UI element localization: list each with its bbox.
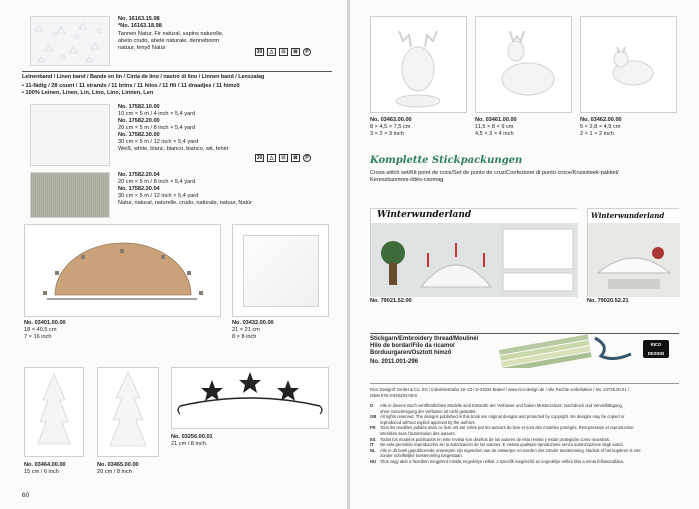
tree-large-number: No. 03465.00.00 [97, 462, 139, 468]
kit-desc-2: Keresztszemes-öltés-csomag [370, 177, 444, 183]
pack-2-number: No. 79020.52.21 [587, 298, 629, 304]
pack-1-number: No. 79021.52.00 [370, 298, 412, 304]
wash-30-icon: 30 [256, 49, 263, 55]
natural-linen-line: No. 17582.20.04 [118, 172, 160, 178]
small-deer-number: No. 03462.00.00 [580, 117, 622, 123]
star-hanger-box [171, 367, 329, 429]
white-linen-line: 30 cm × 5 m / 12 inch × 5,4 yard [118, 139, 199, 145]
no-bleach-icon: △ [267, 48, 276, 56]
care-symbols-linen [255, 154, 311, 162]
lying-deer-size-inch: 4,5 × 3 × 4 inch [475, 131, 514, 137]
tree-small-box [24, 367, 84, 457]
page-number: 60 [22, 492, 30, 499]
plate-size-inch: 8 × 8 inch [232, 334, 257, 340]
care-symbols-top [255, 48, 311, 56]
mdf-arch-box [24, 224, 221, 317]
deer-head-size-inch: 3 × 2 × 3 inch [370, 131, 404, 137]
natural-linen-line: 30 cm × 5 m / 12 inch × 5,4 yard [118, 193, 199, 199]
tree-large-size: 20 cm / 8 inch [97, 469, 132, 475]
legal-line [370, 459, 640, 465]
legal-text: Alle in diesem Buch veröffentlichten Modelle sind Entwürfe der Verfasser und haben Musterschutz. Nachdruck und Vervielfältigung, [380, 403, 623, 408]
natural-linen-line: Natur, natural, naturelle, crudo, naturale, natuur, Natúr [118, 200, 253, 206]
no-dry-icon: ⊠ [291, 154, 300, 162]
embroidery-line-2: Hilo de bordar/Filo da ricamo/ [370, 343, 455, 349]
white-linen-line: No. 17582.10.00 [118, 104, 160, 110]
hanger-number: No. 03256.00.01 [171, 434, 213, 440]
language-code: FR [370, 425, 376, 431]
legal-text: Tilos vagy akár a füzetben megjelent minták engedélye nélkül. A szerzők kiegészítő az engedélye nélkül tilos a minta felhasználása. [380, 458, 625, 464]
tree-small-size: 15 cm / 6 inch [24, 469, 59, 475]
legal-text: All rights reserved. The designs published in this book are original designs and protected by copyright. No designs may be copied or [380, 414, 625, 420]
white-linen-swatch [30, 104, 110, 166]
arch-size-cm: 18 × 40,5 cm [24, 327, 57, 333]
natural-linen-swatch [30, 172, 110, 218]
mdf-arch-image [25, 225, 220, 316]
imprint [370, 387, 629, 398]
small-deer-size-cm: 5 × 2,8 × 4,9 cm [580, 124, 621, 130]
tannen-swatch [30, 16, 110, 66]
lying-deer-box [475, 16, 572, 113]
pack-2-image [588, 223, 680, 297]
white-linen-line: 10 cm × 5 m / 4 inch × 5,4 yard [118, 111, 196, 117]
language-code: NL [370, 447, 376, 453]
star-hanger-image [172, 368, 328, 428]
kit-pack-2 [587, 208, 679, 296]
tannen-number-2: *No. 16163.18.98 [118, 23, 162, 29]
no-bleach-icon: △ [267, 154, 276, 162]
divider [22, 71, 332, 72]
feature-count: • 11-fädig / 28 count / 11 strands / 11 brins / 11 hilos / 11 fili / 11 draadjes / 11 himző [22, 83, 240, 89]
tumble-dry-icon: ⊡ [279, 154, 288, 162]
kit-title: Komplette Stickpackungen [370, 155, 523, 166]
legal-text: zonder schriftelijke toestemming toegestaan. [380, 453, 463, 459]
pack-2-title: Winterwunderland [591, 211, 665, 220]
snowflake-pattern-icon [31, 17, 109, 65]
legal-text: interdites sans l'autorisation des auteurs. [380, 430, 456, 436]
legal-notices [370, 403, 640, 465]
natural-linen-line: 20 cm × 5 m / 8 inch × 5,4 yard [118, 179, 196, 185]
lying-deer-size-cm: 11,5 × 8 × 9 cm [475, 124, 514, 130]
small-deer-size-inch: 2 × 1 × 2 inch [580, 131, 614, 137]
dry-clean-icon: P [303, 48, 311, 56]
white-linen-line: Weiß, white, blanc, blanco, bianco, wit, fehér [118, 146, 229, 152]
natural-linen-line: No. 17582.30.04 [118, 186, 160, 192]
dry-clean-icon: P [303, 154, 311, 162]
legal-text: Ne esta permitido reproducirlos sin la autorización de los autores. E vietata qualsiasi riproduzione senza autorizzazione degli autori. [380, 442, 624, 448]
arch-size-inch: 7 × 16 inch [24, 334, 52, 340]
legal-text: Alle in dit boek gepubliceerde ontwerpen zijn eigendom van de ontwerper en worden niet zonder toestemming. Nadruk of het kopiëren is niet [380, 447, 641, 453]
white-linen-line: No. 17582.30.00 [118, 132, 160, 138]
language-code: HU [370, 458, 377, 464]
embroidery-number: No. 2011.001-296 [370, 359, 419, 365]
plate-number: No. 03432.00.00 [232, 320, 274, 326]
tannen-desc-1: Tannen Natur, Fir natural, sapins naturelle, [118, 31, 224, 37]
right-page [350, 0, 699, 509]
feature-material: • 100% Leinen, Linen, Lin, Lino, Lino, Linnen, Len [22, 90, 154, 96]
small-deer-box [580, 16, 677, 113]
legal-text: Todos los modelos publicados en este revista son diseños de los autores de esta revista y están protegidos como muestras. [380, 436, 610, 442]
small-deer-image [581, 17, 676, 112]
square-plate-box [232, 224, 329, 317]
tree-large-image [98, 368, 158, 456]
rico-logo: RICO DESIGN [643, 340, 669, 358]
lying-deer-number: No. 03461.00.00 [475, 117, 517, 123]
tannen-desc-2: abeto crudo, abete naturale, denneboom [118, 38, 220, 44]
plate-size-cm: 21 × 21 cm [232, 327, 260, 333]
left-page [0, 0, 347, 509]
pack-1-image [371, 223, 578, 297]
embroidery-line-1: Stickgarn/Embroidery thread/Mouliné/ [370, 336, 479, 342]
tannen-desc-3: natuur, fenyő Natúr [118, 45, 166, 51]
square-plate-image [243, 235, 319, 307]
kit-pack-1 [370, 208, 577, 296]
deer-head-image [371, 17, 466, 112]
arch-number: No. 03401.00.00 [24, 320, 66, 326]
legal-text: ohne Genehmigung der Verfasser ist nicht gestattet. [380, 408, 477, 414]
lying-deer-image [476, 17, 571, 112]
tannen-number-1: No. 16163.15.98 [118, 16, 160, 22]
pack-1-title: Winterwunderland [377, 210, 472, 220]
imprint-line-2: ISBN 978-3-940284-08-9 [370, 392, 417, 398]
legal-text: Tous les modèles publiés dans ce livre ont été créés par les auteurs du livre et sont des modèles protégés. Reimpression et reproduction [380, 425, 634, 431]
legal-text: reproduced without explicit approval by the authors. [380, 419, 476, 425]
deer-head-size-cm: 8 × 4,5 × 7,5 cm [370, 124, 411, 130]
wash-30-icon: 30 [256, 155, 263, 161]
deer-head-box [370, 16, 467, 113]
no-dry-icon: ⊠ [291, 48, 300, 56]
tumble-dry-icon: ⊡ [279, 48, 288, 56]
tree-small-number: No. 03464.00.00 [24, 462, 66, 468]
embroidery-line-3: Borduurgaren/Osztott hímző [370, 350, 452, 356]
language-code: ES [370, 436, 376, 442]
feature-list [22, 83, 240, 97]
white-linen-line: No. 17582.20.00 [118, 118, 160, 124]
deer-head-number: No. 03463.00.00 [370, 117, 412, 123]
imprint-line-1: Rico Design® GmbH & Co. KG / Industriestraße 19–23 / D-33034 Brakel / www.rico-design.de / Alle Rechte vorbehalten / No. 23726.00.01 / [370, 387, 629, 392]
language-code: GB [370, 414, 377, 420]
leinenband-header: Leinenband / Linen band / Bande en lin / Cinta de lino / nastro di lino / Linnen band / Lenszalag [22, 74, 265, 80]
white-linen-line: 20 cm × 5 m / 8 inch × 5,4 yard [118, 125, 196, 131]
tree-large-box [97, 367, 159, 457]
divider-imprint [370, 383, 679, 384]
hanger-size: 21 cm / 8 inch [171, 441, 206, 447]
kit-desc-1: Cross-stitch set/Kit point de croix/Set de punto de cruz/Confezione di punto croce/Kruissteek-pakket/ [370, 170, 619, 176]
language-code: D [370, 403, 374, 408]
language-code: IT [370, 442, 374, 448]
thread-skeins-image [495, 332, 635, 368]
tree-small-image [25, 368, 83, 456]
